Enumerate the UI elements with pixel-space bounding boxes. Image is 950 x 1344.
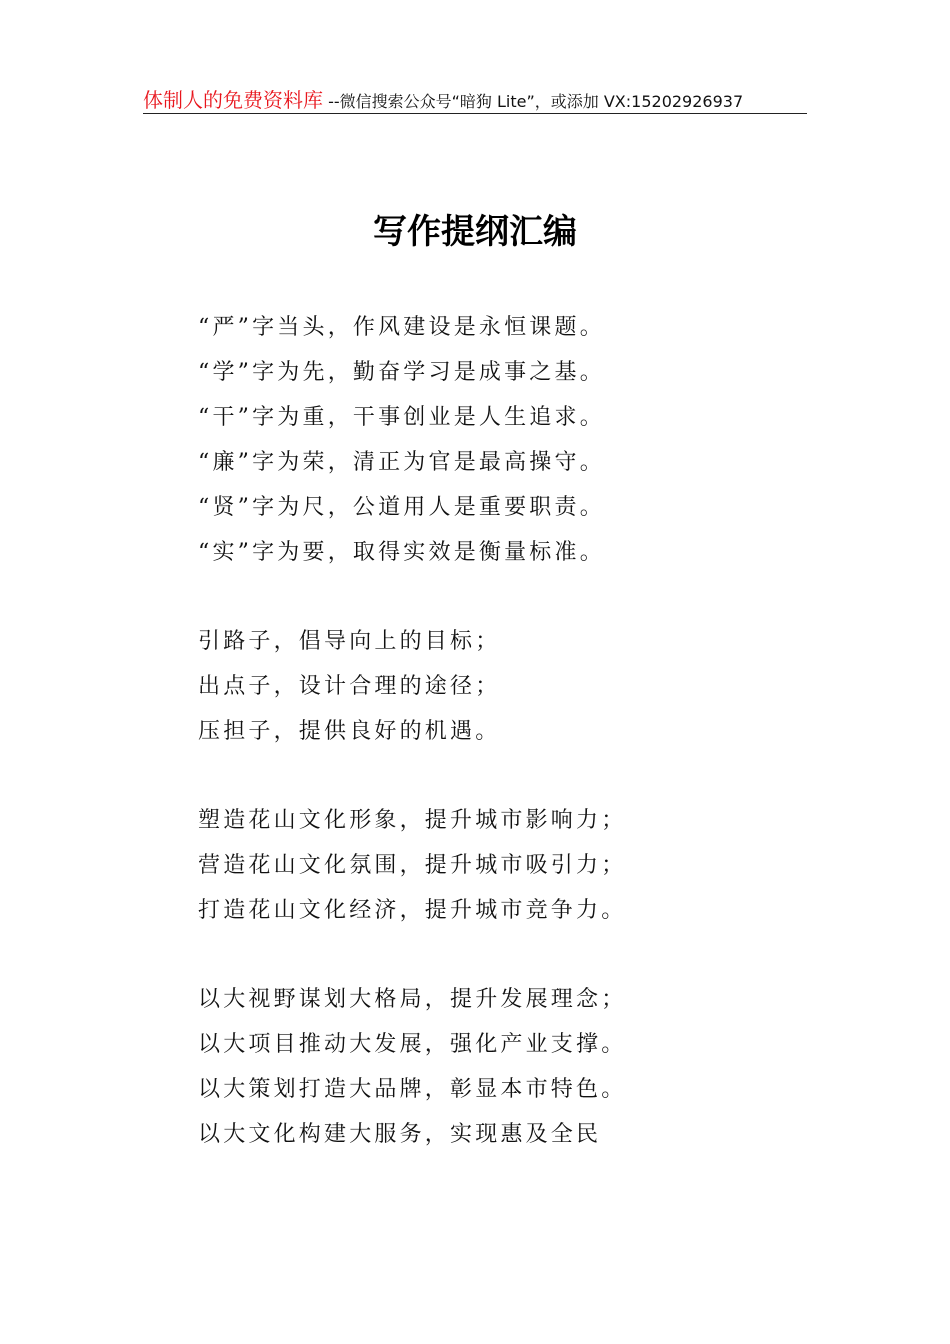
outline-line: 以大文化构建大服务，实现惠及全民 <box>198 1122 602 1147</box>
header-brand: 体制人的免费资料库 <box>143 88 323 112</box>
document-title: 写作提纲汇编 <box>373 212 577 252</box>
outline-line: 引路子，倡导向上的目标； <box>198 629 501 654</box>
outline-line: 出点子，设计合理的途径； <box>198 674 501 699</box>
page-header <box>143 84 807 114</box>
outline-line: 以大视野谋划大格局，提升发展理念； <box>198 987 627 1012</box>
outline-line: 塑造花山文化形象，提升城市影响力； <box>198 808 627 833</box>
outline-line: “学”字为先，勤奋学习是成事之基。 <box>198 360 605 385</box>
outline-line: “贤”字为尺，公道用人是重要职责。 <box>198 495 605 520</box>
outline-line: 以大策划打造大品牌，彰显本市特色。 <box>198 1077 627 1102</box>
outline-line: “实”字为要，取得实效是衡量标准。 <box>198 540 605 565</box>
outline-line: “严”字当头，作风建设是永恒课题。 <box>198 315 605 340</box>
outline-line: “廉”字为荣，清正为官是最高操守。 <box>198 450 605 475</box>
outline-group <box>198 619 818 754</box>
outline-line: 压担子，提供良好的机遇。 <box>198 719 501 744</box>
outline-line: 营造花山文化氛围，提升城市吸引力； <box>198 853 627 878</box>
outline-line: “干”字为重，干事创业是人生追求。 <box>198 405 605 430</box>
outline-group <box>198 305 818 575</box>
document-body <box>198 305 818 1201</box>
outline-group <box>198 977 818 1157</box>
outline-line: 以大项目推动大发展，强化产业支撑。 <box>198 1032 627 1057</box>
header-note: --微信搜索公众号“暗狗 Lite”，或添加 VX:15202926937 <box>323 92 744 111</box>
outline-line: 打造花山文化经济，提升城市竞争力。 <box>198 898 627 923</box>
outline-group <box>198 798 818 933</box>
